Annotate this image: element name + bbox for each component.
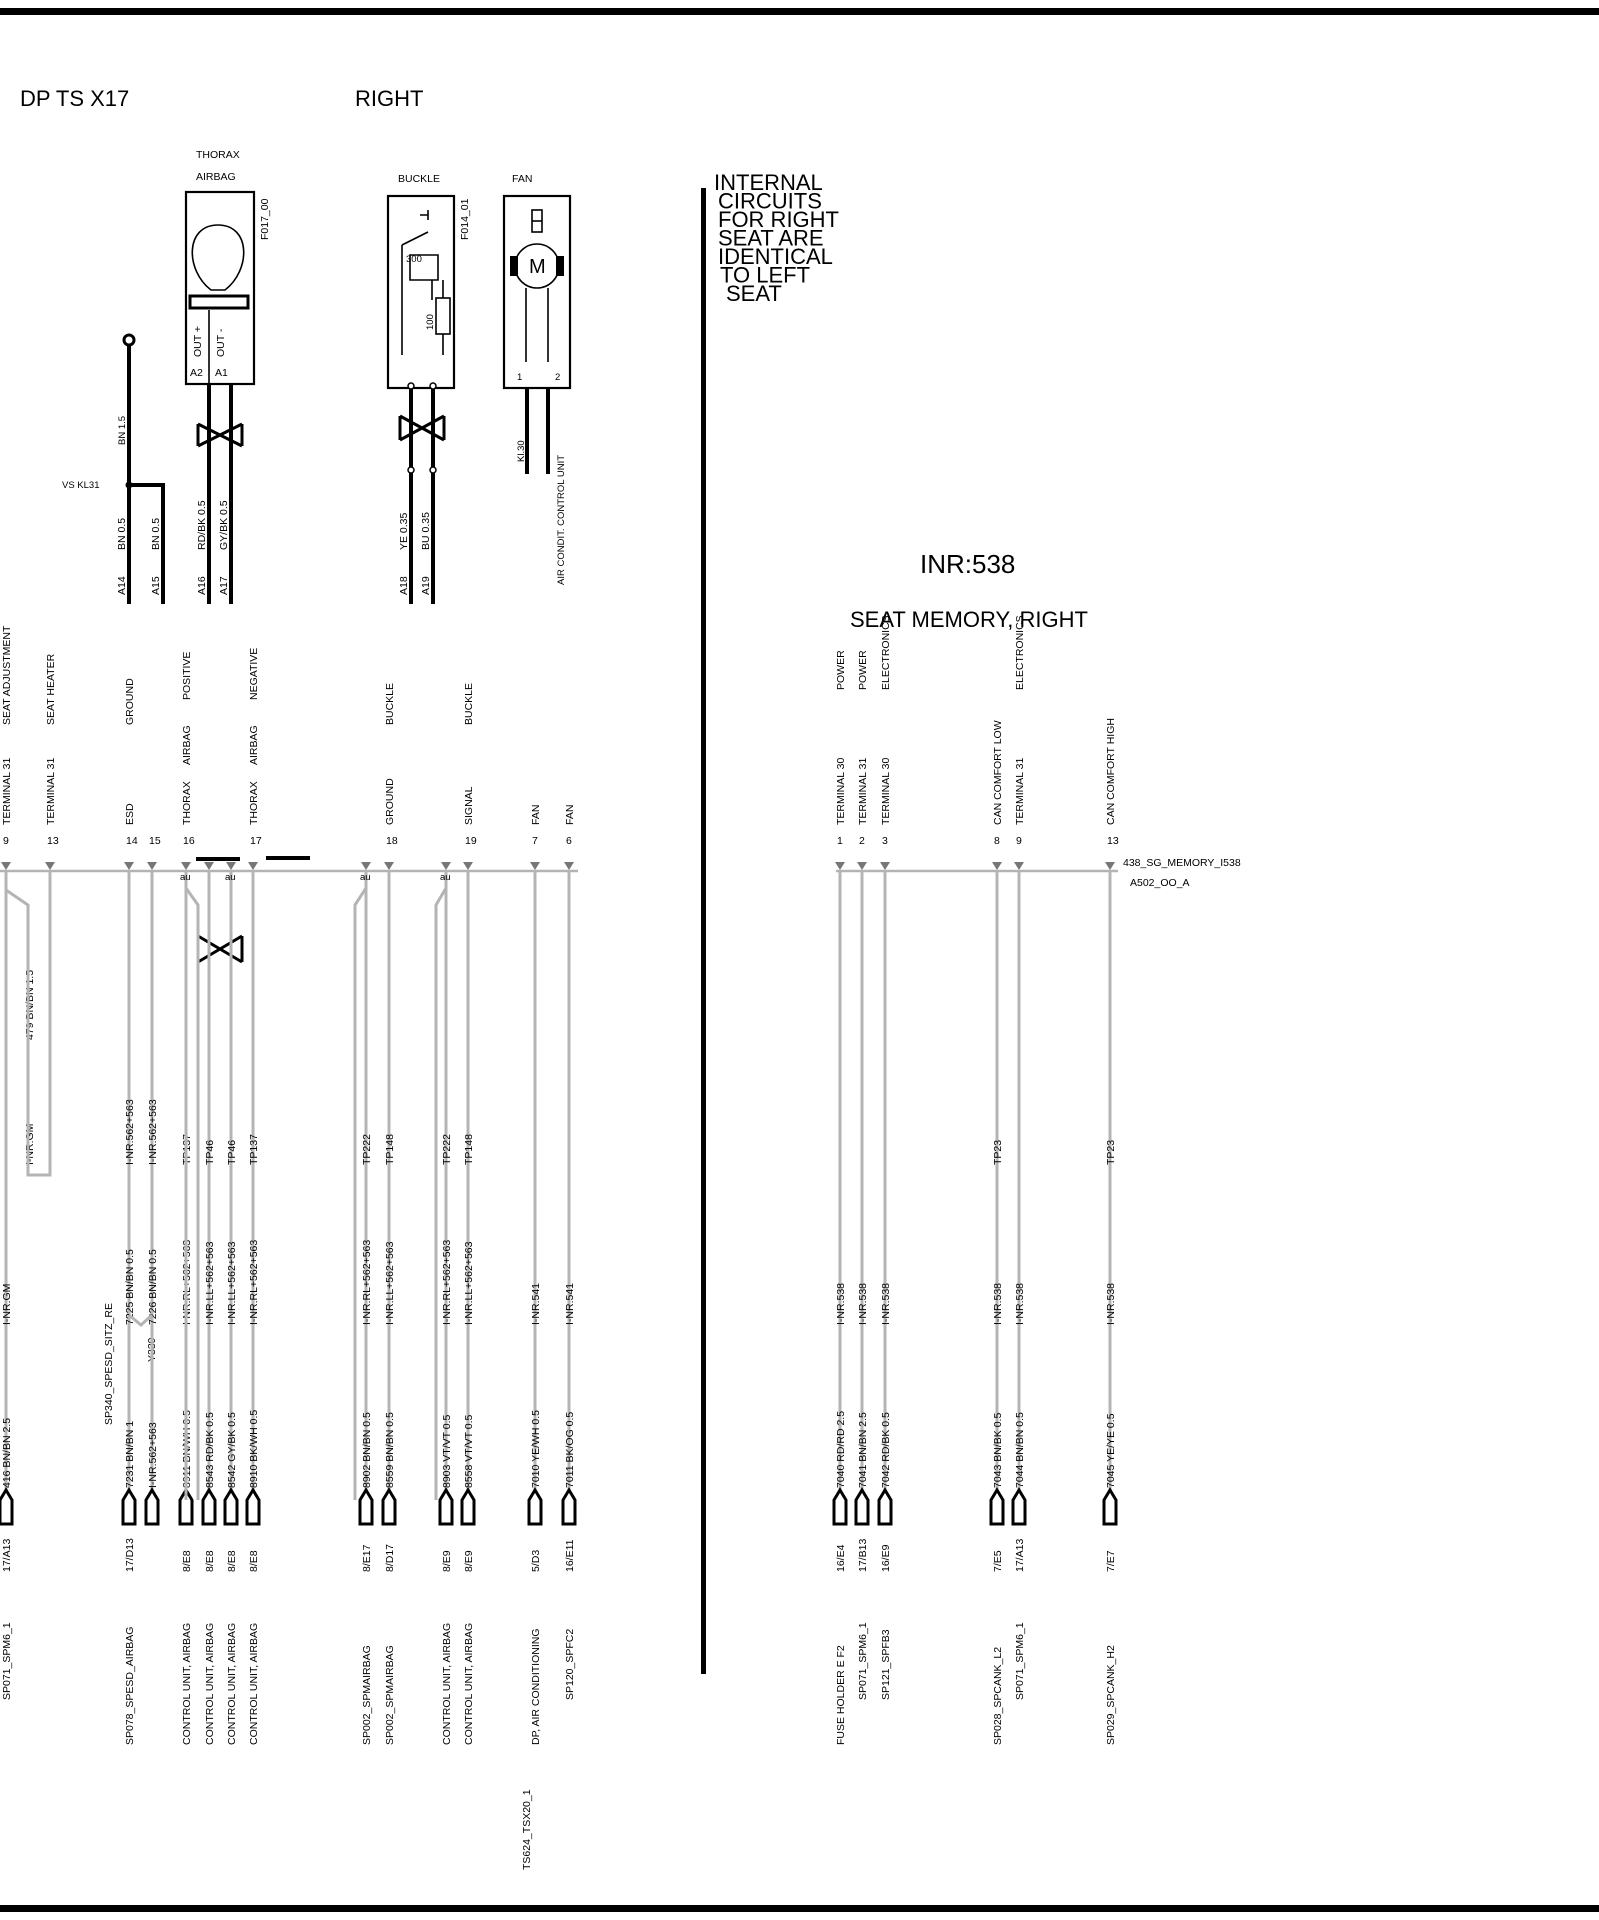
wire-color-label: 7040 RD/RD 2.5 — [835, 1410, 847, 1488]
inr-label: I-NR.RL+562+563 — [441, 1239, 453, 1325]
terminal-marker — [248, 862, 258, 870]
wire-color-label: 8911 BN/WH 0.5 — [181, 1409, 193, 1488]
page-reference: 17/B13 — [857, 1538, 869, 1572]
terminal-function-2: ELECTRONICS — [880, 615, 892, 690]
destination-label: SP002_SPMAIRBAG — [361, 1645, 373, 1745]
connector-end-icon — [383, 1490, 395, 1524]
top-wire-color-label: BN 0.5 — [116, 517, 128, 550]
module-inr: INR:538 — [920, 549, 1016, 579]
ts624-label: TS624_TSX20_1 — [521, 1789, 533, 1870]
wire-color-label: 7010 YE/WH 0.5 — [530, 1409, 542, 1488]
terminal-marker — [1105, 862, 1115, 870]
kl30-label: Kl.30 — [516, 440, 527, 462]
terminal-function-2: POWER — [835, 650, 847, 690]
terminal-function-1: TERMINAL 31 — [45, 757, 57, 825]
inr-label: 7226 BN/BN 0.5 — [147, 1249, 159, 1325]
inr-gm-label: I-NR.GM — [24, 1123, 36, 1165]
terminal-number: 19 — [465, 835, 477, 847]
terminal-function-2: POWER — [857, 650, 869, 690]
note-line: TO LEFT — [720, 262, 811, 288]
terminal-number: 13 — [47, 835, 59, 847]
terminal — [247, 648, 262, 1745]
page-reference: 7/E7 — [1105, 1550, 1117, 1572]
buckle-box — [388, 196, 454, 388]
bn15-label: BN 1.5 — [117, 415, 128, 445]
terminal-number: 3 — [882, 835, 888, 847]
pin-out-minus: OUT - — [215, 328, 227, 357]
terminal — [991, 720, 1004, 1745]
terminal-function-1: THORAX — [248, 781, 260, 825]
destination-label: CONTROL UNIT, AIRBAG — [181, 1622, 193, 1745]
terminal — [225, 862, 238, 1745]
motor-label: M — [529, 256, 546, 278]
fan-box — [504, 196, 570, 388]
wire-color-label: 7045 YE/YE 0.5 — [1105, 1413, 1117, 1488]
top-pin-label: A15 — [150, 576, 162, 595]
terminal-marker — [361, 862, 371, 870]
page-reference: 17/D13 — [124, 1538, 136, 1572]
top-wire-color-label: GY/BK 0.5 — [218, 500, 230, 550]
page-reference: 8/E8 — [248, 1550, 260, 1572]
destination-label: SP121_SPFB3 — [880, 1629, 892, 1700]
wire-color-label: 8903 VT/VT 0.5 — [441, 1414, 453, 1488]
terminal-function-1: THORAX — [181, 781, 193, 825]
buckle-component — [388, 173, 471, 388]
inr-label: I-NR.541 — [530, 1282, 542, 1325]
terminal-number: 17 — [250, 835, 262, 847]
module-name: SEAT MEMORY, RIGHT — [850, 607, 1088, 632]
top-pin-label: A18 — [398, 576, 410, 595]
connector-end-icon — [462, 1490, 474, 1524]
inr-label: I-NR.RL+562+563 — [361, 1239, 373, 1325]
connector-end-icon — [834, 1490, 846, 1524]
page-reference: 16/E4 — [835, 1544, 847, 1572]
terminal — [45, 653, 59, 870]
terminal-marker — [384, 862, 394, 870]
top-wire-color-label: RD/BK 0.5 — [196, 500, 208, 550]
terminal-function-1: SIGNAL — [463, 786, 475, 825]
terminal-marker — [1, 862, 11, 870]
terminal-function-2: BUCKLE — [384, 682, 396, 725]
page-reference: 8/E9 — [463, 1550, 475, 1572]
terminal — [856, 650, 869, 1700]
joint-bar — [196, 857, 240, 861]
thorax-airbag-component — [186, 149, 271, 384]
wire-color-label: 7043 BN/BK 0.5 — [992, 1412, 1004, 1488]
terminal-marker — [147, 862, 157, 870]
test-point-label: I-NR.562+563 — [147, 1099, 159, 1165]
connector-end-icon — [360, 1490, 372, 1524]
wire-color-label: 8559 BN/BN 0.5 — [384, 1412, 396, 1488]
thorax-ref: F017_00 — [259, 198, 271, 240]
twist-icon — [400, 416, 444, 440]
buckle-label: BUCKLE — [398, 173, 441, 185]
terminal-function-1: TERMINAL 31 — [857, 757, 869, 825]
terminal-function-1: TERMINAL 31 — [1014, 757, 1026, 825]
terminal-number: 8 — [994, 835, 1000, 847]
ac-control-label: AIR CONDIT. CONTROL UNIT — [556, 454, 567, 585]
inr-label: I-NR.538 — [992, 1282, 1004, 1325]
terminal — [383, 683, 398, 1745]
fan-pin1: 1 — [517, 372, 523, 383]
buckle-ref: F014_01 — [459, 198, 471, 240]
terminal-marker — [530, 862, 540, 870]
au-label: au — [180, 872, 191, 883]
terminal-function-2: SEAT ADJUSTMENT — [1, 625, 13, 725]
connector-end-icon — [529, 1490, 541, 1524]
destination-label: SP071_SPM6_1 — [1014, 1622, 1026, 1700]
page-reference: 8/E8 — [204, 1550, 216, 1572]
twist-icon — [198, 936, 242, 962]
terminal-number: 13 — [1107, 835, 1119, 847]
test-point-label: TP46 — [226, 1139, 238, 1165]
destination-label: SP002_SPMAIRBAG — [384, 1645, 396, 1745]
terminal-function-1: ESD — [124, 803, 136, 825]
wire-color-label: 7231 BN/BN 1 — [124, 1420, 136, 1488]
terminal-number: 16 — [183, 835, 195, 847]
destination-label: SP071_SPM6_1 — [1, 1622, 13, 1700]
wire-color-label: 416 BN/BN 2.5 — [1, 1417, 13, 1488]
terminal-number: 1 — [837, 835, 843, 847]
inr-label: I-NR.541 — [564, 1282, 576, 1325]
destination-label: SP029_SPCANK_H2 — [1105, 1645, 1117, 1745]
inr-label: I-NR.LL+562+563 — [226, 1241, 238, 1325]
note-line: IDENTICAL — [718, 244, 833, 269]
terminal-marker — [45, 862, 55, 870]
page-reference: 8/E9 — [441, 1550, 453, 1572]
inr-label: 7225 BN/BN 0.5 — [124, 1249, 136, 1325]
connector-title: DP TS X17 — [20, 86, 130, 111]
terminal-number: 14 — [126, 835, 138, 847]
terminal-function-2: BUCKLE — [463, 682, 475, 725]
test-point-label: TP222 — [441, 1134, 453, 1165]
inr-label: I-NR.GM — [1, 1283, 13, 1325]
terminal-marker — [857, 862, 867, 870]
thorax-label: THORAX — [196, 149, 240, 161]
terminal-marker — [835, 862, 845, 870]
top-wire-color-label: BN 0.5 — [150, 517, 162, 550]
test-point-label: TP137 — [248, 1134, 260, 1165]
terminal-function-1: FAN — [530, 804, 542, 825]
top-wire-color-label: BU 0.35 — [420, 512, 432, 550]
connector-end-icon — [0, 1490, 12, 1524]
terminal — [440, 862, 453, 1745]
test-point-label: TP222 — [361, 1134, 373, 1165]
terminal-number: 9 — [1016, 835, 1022, 847]
terminal-marker — [124, 862, 134, 870]
page-reference: 8/E8 — [181, 1550, 193, 1572]
inr-label: I-NR.RL+562+563 — [181, 1239, 193, 1325]
wire-color-label: 8558 VT/VT 0.5 — [463, 1414, 475, 1488]
connector-end-icon — [440, 1490, 452, 1524]
airbag-label: AIRBAG — [196, 171, 236, 183]
top-pin-label: A17 — [218, 576, 230, 595]
destination-label: DP, AIR CONDITIONING — [530, 1628, 542, 1745]
terminal — [203, 862, 216, 1745]
joint-bar — [266, 856, 310, 860]
wire-color-label: 7042 RD/BK 0.5 — [880, 1412, 892, 1488]
note-line: SEAT ARE — [718, 225, 824, 251]
terminal — [462, 683, 477, 1745]
destination-label: CONTROL UNIT, AIRBAG — [226, 1622, 238, 1745]
terminal-function-1: TERMINAL 30 — [835, 757, 847, 825]
terminal-number: 18 — [386, 835, 398, 847]
au-label: au — [360, 872, 371, 883]
inr-label: I-NR.LL+562+563 — [463, 1241, 475, 1325]
inr-label: I-NR.538 — [880, 1282, 892, 1325]
inr-label: I-NR.538 — [1105, 1282, 1117, 1325]
connector-end-icon — [146, 1490, 158, 1524]
vs-kl31-label: VS KL31 — [62, 480, 100, 491]
terminal-function-3: POSITIVE — [181, 651, 193, 700]
inr-label: I-NR.538 — [857, 1282, 869, 1325]
terminal-function-1: GROUND — [384, 778, 396, 825]
terminal-function-2: ELECTRONICS — [1014, 615, 1026, 690]
connector-end-icon — [225, 1490, 237, 1524]
test-point-label: TP23 — [992, 1139, 1004, 1165]
terminal — [0, 625, 13, 1700]
inr-label: I-NR.RL+562+563 — [248, 1239, 260, 1325]
connector-end-icon — [1013, 1490, 1025, 1524]
page-reference: 17/A13 — [1, 1538, 13, 1572]
top-border — [0, 8, 1599, 15]
terminal-number: 9 — [3, 835, 9, 847]
inr-label: I-NR.538 — [835, 1282, 847, 1325]
wire-color-label: 7044 BN/BN 0.5 — [1014, 1412, 1026, 1488]
terminal — [146, 835, 161, 1524]
destination-label: SP028_SPCANK_L2 — [992, 1646, 1004, 1745]
connector-end-icon — [879, 1490, 891, 1524]
terminal-marker — [992, 862, 1002, 870]
terminal-marker — [441, 862, 451, 870]
terminal-marker — [880, 862, 890, 870]
terminal-function-2: AIRBAG — [248, 725, 260, 765]
internal-circuits-note — [701, 170, 839, 1674]
au-label: au — [440, 872, 451, 883]
terminal-number: 15 — [149, 835, 161, 847]
wire-color-label: I-NR.562+563 — [147, 1422, 159, 1488]
connector-end-icon — [1104, 1490, 1116, 1524]
destination-label: SP120_SPFC2 — [564, 1628, 576, 1700]
terminal-marker — [226, 862, 236, 870]
connector-end-icon — [203, 1490, 215, 1524]
top-pin-label: A19 — [420, 576, 432, 595]
y339-label: Y339 — [146, 1337, 158, 1362]
test-point-label: I-NR.562+563 — [124, 1099, 136, 1165]
terminal — [879, 615, 892, 1700]
inr-label: I-NR.LL+562+563 — [384, 1241, 396, 1325]
wire-color-label: 7041 BN/BN 2.5 — [857, 1412, 869, 1488]
terminal-function-1: CAN COMFORT HIGH — [1105, 718, 1117, 825]
destination-label: SP078_SPESD_AIRBAG — [124, 1626, 136, 1745]
terminal-marker — [204, 862, 214, 870]
top-wire-color-label: YE 0.35 — [398, 512, 410, 550]
inr-label: I-NR.LL+562+563 — [204, 1241, 216, 1325]
page-reference: 5/D3 — [530, 1549, 542, 1572]
terminal-function-3: NEGATIVE — [248, 647, 260, 700]
test-point-label: TP46 — [204, 1139, 216, 1165]
module-sub-id: A502_OO_A — [1130, 877, 1190, 889]
terminal — [1013, 615, 1026, 1700]
terminal — [360, 862, 373, 1745]
sp340-label: SP340_SPESD_SITZ_RE — [103, 1303, 115, 1425]
connector-end-icon — [991, 1490, 1003, 1524]
module-id: 438_SG_MEMORY_I538 — [1123, 857, 1241, 869]
destination-label: CONTROL UNIT, AIRBAG — [463, 1622, 475, 1745]
page-reference: 17/A13 — [1014, 1538, 1026, 1572]
wire-color-label: 8910 BK/WH 0.5 — [248, 1409, 260, 1488]
au-label: au — [225, 872, 236, 883]
top-pin-label: A16 — [196, 576, 208, 595]
terminal-function-1: CAN COMFORT LOW — [992, 720, 1004, 825]
test-point-label: TP148 — [463, 1134, 475, 1165]
page-reference: 8/D17 — [384, 1543, 396, 1572]
top-pin-label: A14 — [116, 576, 128, 595]
wire-color-label: 7011 BK/OG 0.5 — [564, 1411, 576, 1488]
note-line: CIRCUITS — [718, 188, 822, 214]
inr-label: I-NR.538 — [1014, 1282, 1026, 1325]
pin-out-plus: OUT + — [192, 325, 204, 357]
test-point-label: TP148 — [384, 1134, 396, 1165]
terminal-number: 7 — [532, 835, 538, 847]
wire-color-label: 8902 BN/BN 0.5 — [361, 1412, 373, 1488]
page-reference: 8/E8 — [226, 1550, 238, 1572]
terminal-marker — [564, 862, 574, 870]
terminal-function-2: AIRBAG — [181, 725, 193, 765]
destination-label: FUSE HOLDER E F2 — [835, 1645, 847, 1745]
airbag-plate — [190, 296, 248, 308]
pin-a1: A1 — [215, 367, 228, 379]
wire-color-label: 8543 RD/BK 0.5 — [204, 1412, 216, 1488]
fan-label: FAN — [512, 173, 533, 185]
page-reference: 7/E5 — [992, 1550, 1004, 1572]
connector-end-icon — [856, 1490, 868, 1524]
destination-label: SP071_SPM6_1 — [857, 1622, 869, 1700]
terminal-function-1: TERMINAL 31 — [1, 757, 13, 825]
terminals — [0, 615, 1119, 1745]
note-line: INTERNAL — [714, 170, 823, 195]
wire-479-label: 479 BN/BN 1.5 — [24, 969, 36, 1040]
wire-color-label: 8542 GY/BK 0.5 — [226, 1412, 238, 1488]
pin-a2: A2 — [190, 367, 203, 379]
destination-label: CONTROL UNIT, AIRBAG — [248, 1622, 260, 1745]
terminal — [563, 805, 576, 1700]
page-reference: 16/E11 — [564, 1539, 576, 1572]
note-line: FOR RIGHT — [718, 207, 839, 232]
connector-end-icon — [123, 1490, 135, 1524]
page-reference: 16/E9 — [880, 1544, 892, 1572]
left-block-wiring — [6, 872, 451, 1500]
terminal-marker — [181, 862, 191, 870]
bottom-border — [0, 1905, 1599, 1912]
buckle-r300: 300 — [406, 254, 422, 265]
terminal-function-1: TERMINAL 30 — [880, 757, 892, 825]
connector-end-icon — [247, 1490, 259, 1524]
terminal-marker — [463, 862, 473, 870]
connector-end-icon — [563, 1490, 575, 1524]
test-point-label: TP137 — [181, 1134, 193, 1165]
destination-label: CONTROL UNIT, AIRBAG — [204, 1622, 216, 1745]
terminal — [529, 805, 542, 1745]
fan-pin2: 2 — [555, 372, 561, 383]
terminal — [834, 650, 847, 1745]
destination-label: CONTROL UNIT, AIRBAG — [441, 1622, 453, 1745]
side-title: RIGHT — [355, 86, 424, 111]
terminal-number: 2 — [859, 835, 865, 847]
terminal-number: 6 — [566, 835, 572, 847]
twist-icon — [198, 424, 242, 446]
terminal-function-2: GROUND — [124, 678, 136, 725]
test-point-label: TP23 — [1105, 1139, 1117, 1165]
terminal-function-2: SEAT HEATER — [45, 653, 57, 725]
note-line: SEAT — [726, 281, 782, 306]
terminal-function-1: FAN — [564, 804, 576, 825]
terminal-marker — [1014, 862, 1024, 870]
buckle-r100: 100 — [425, 314, 436, 330]
page-reference: 8/E17 — [361, 1544, 373, 1572]
terminal — [123, 678, 138, 1745]
fan-component — [504, 173, 570, 585]
